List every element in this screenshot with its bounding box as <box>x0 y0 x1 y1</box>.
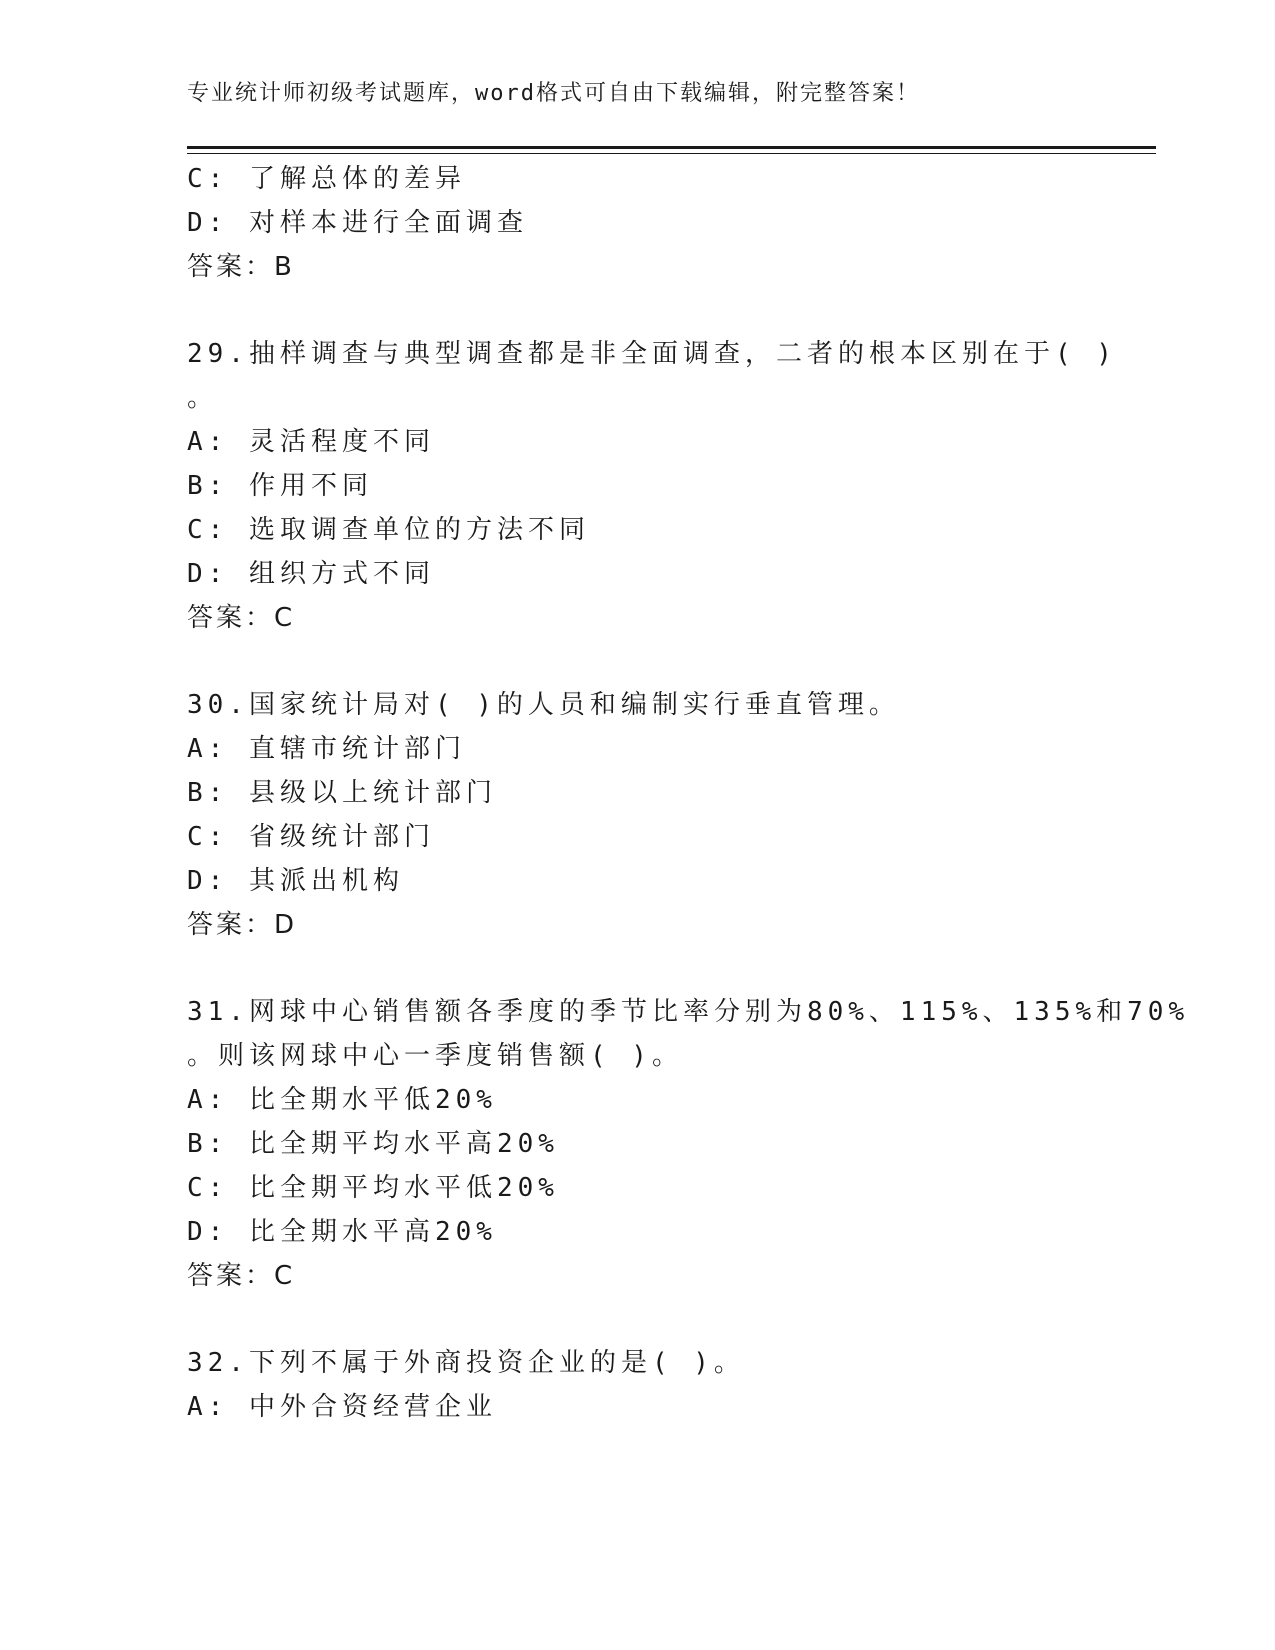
option-line: A: 比全期水平低20% <box>187 1085 497 1115</box>
header-rule-thin <box>187 153 1156 154</box>
option-line: B: 作用不同 <box>187 471 373 501</box>
option-line: B: 比全期平均水平高20% <box>187 1129 559 1159</box>
option-line: A: 直辖市统计部门 <box>187 734 466 764</box>
answer-line: 答案：D <box>187 910 298 940</box>
header-rule-thick <box>187 146 1156 149</box>
option-line: D: 其派出机构 <box>187 866 404 896</box>
question-line-cont: 。 <box>187 383 219 413</box>
option-line: B: 县级以上统计部门 <box>187 778 497 808</box>
option-line: D: 组织方式不同 <box>187 559 435 589</box>
question-line-cont: 。则该网球中心一季度销售额( )。 <box>187 1041 683 1071</box>
option-line: D: 比全期水平高20% <box>187 1217 497 1247</box>
question-line: 30.国家统计局对( )的人员和编制实行垂直管理。 <box>187 690 900 720</box>
answer-line: 答案：C <box>187 1261 296 1291</box>
option-line: A: 灵活程度不同 <box>187 427 435 457</box>
question-line: 31.网球中心销售额各季度的季节比率分别为80%、115%、135%和70% <box>187 997 1190 1027</box>
option-line: C: 了解总体的差异 <box>187 164 466 194</box>
option-line: D: 对样本进行全面调查 <box>187 208 528 238</box>
option-line: C: 省级统计部门 <box>187 822 435 852</box>
option-line: A: 中外合资经营企业 <box>187 1392 497 1422</box>
question-line: 32.下列不属于外商投资企业的是( )。 <box>187 1348 745 1378</box>
page-header: 专业统计师初级考试题库，word格式可自由下载编辑，附完整答案！ <box>187 81 920 106</box>
answer-line: 答案：C <box>187 603 296 633</box>
option-line: C: 选取调查单位的方法不同 <box>187 515 590 545</box>
answer-line: 答案：B <box>187 252 295 282</box>
option-line: C: 比全期平均水平低20% <box>187 1173 559 1203</box>
question-line: 29.抽样调查与典型调查都是非全面调查，二者的根本区别在于( ) <box>187 339 1117 369</box>
